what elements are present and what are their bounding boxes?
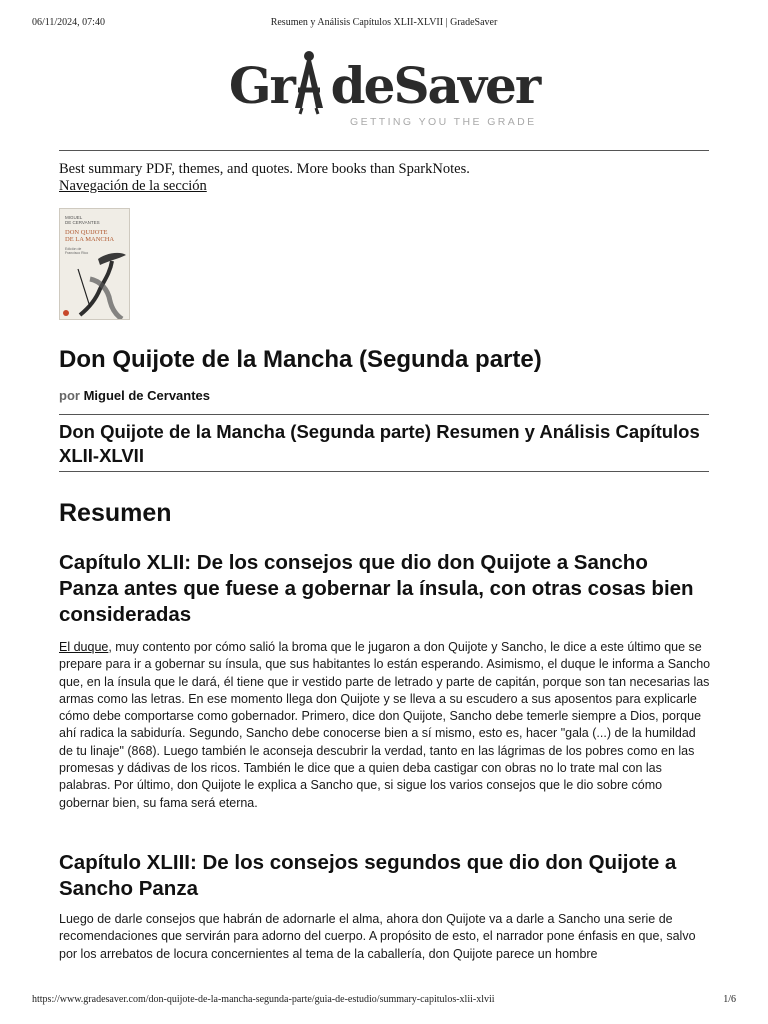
book-cover-image — [59, 208, 130, 320]
section-heading: Resumen — [59, 499, 172, 527]
cover-title: DON QUIJOTE DE LA MANCHA — [65, 229, 115, 243]
logo-text-part1: Gr — [228, 56, 294, 115]
author-link[interactable]: Miguel de Cervantes — [83, 388, 211, 403]
logo-a-figure-icon — [294, 58, 331, 114]
cover-author: MIGUEL DE CERVANTES — [65, 215, 100, 225]
logo-tagline: GETTING YOU THE GRADE — [350, 116, 537, 128]
chapter-paragraph — [59, 911, 711, 963]
print-datetime: 06/11/2024, 07:40 — [32, 17, 105, 28]
byline — [59, 388, 210, 403]
paragraph-text: , muy contento por cómo salió la broma que le jugaron a don Quijote y Sancho, le dice a este último que se prepare para ir a gobernar su ínsula, que sus habitantes lo están esperando. Asimismo, el duque le informa a Sancho que, en la ínsula que le dará, él tiene que ir vestido parte de letrado y parte de capitán, porque son tan necesarias las armas como las letras. En ese momento llega don Quijote y se lleva a su escudero a sus aposentos para explicarle cómo debe comportarse como gobernador. Primero, dice don Quijote, Sancho debe temerle siempre a Dios, porque ahí radica la sabiduría. Segundo, Sancho debe conocerse bien a sí mismo, esto es, hacer "gala (...) de la humildad de tu linaje" (868). Luego también le aconseja descubrir la verdad, tanto en las lágrimas de los pobres como en las promesas y dádivas de los ricos. También le dice que a quien deba castigar con obras no lo trate mal con las palabras. Por último, don Quijote le explica a Sancho que, si sigue los varios consejos que le dio sobre cómo gobernar bien, su fama será eterna. — [59, 640, 711, 810]
divider — [59, 414, 709, 415]
chapter-paragraph — [59, 639, 711, 812]
byline-label: por — [59, 388, 80, 403]
promo-text: Best summary PDF, themes, and quotes. More books than SparkNotes. — [59, 161, 470, 177]
logo-text-part2: deSaver — [330, 56, 540, 115]
gradesaver-logo[interactable] — [0, 58, 768, 114]
print-url: https://www.gradesaver.com/don-quijote-de-la-mancha-segunda-parte/guia-de-estudio/summary-capitulos-xlii-xlvii — [32, 994, 495, 1005]
divider — [59, 471, 709, 472]
divider — [59, 150, 709, 151]
cover-editor: Edición de Francisco Rico — [65, 247, 89, 255]
chapter-heading: Capítulo XLIII: De los consejos segundos que dio don Quijote a Sancho Panza — [59, 851, 677, 900]
chapter-heading: Capítulo XLII: De los consejos que dio don Quijote a Sancho Panza antes que fuese a gobernar la ínsula, con otras cosas bien consideradas — [59, 551, 694, 626]
section-navigation-link[interactable]: Navegación de la sección — [59, 178, 207, 194]
print-page-number: 1/6 — [723, 994, 736, 1005]
page-heading: Don Quijote de la Mancha (Segunda parte) Resumen y Análisis Capítulos XLII-XLVII — [59, 421, 700, 466]
print-doc-title: Resumen y Análisis Capítulos XLII-XLVII | GradeSaver — [270, 17, 498, 28]
paragraph-text: Luego de darle consejos que habrán de adornarle el alma, ahora don Quijote va a darle a Sancho una serie de recomendaciones que servirán para adorno del cuerpo. A propósito de esto, el narrador pone énfasis en que, salvo por los arrebatos de locura concernientes al tema de la caballería, don Quijote parece un hombre — [59, 912, 696, 961]
character-link-duque[interactable]: El duque — [59, 640, 109, 654]
book-title: Don Quijote de la Mancha (Segunda parte) — [59, 346, 542, 373]
